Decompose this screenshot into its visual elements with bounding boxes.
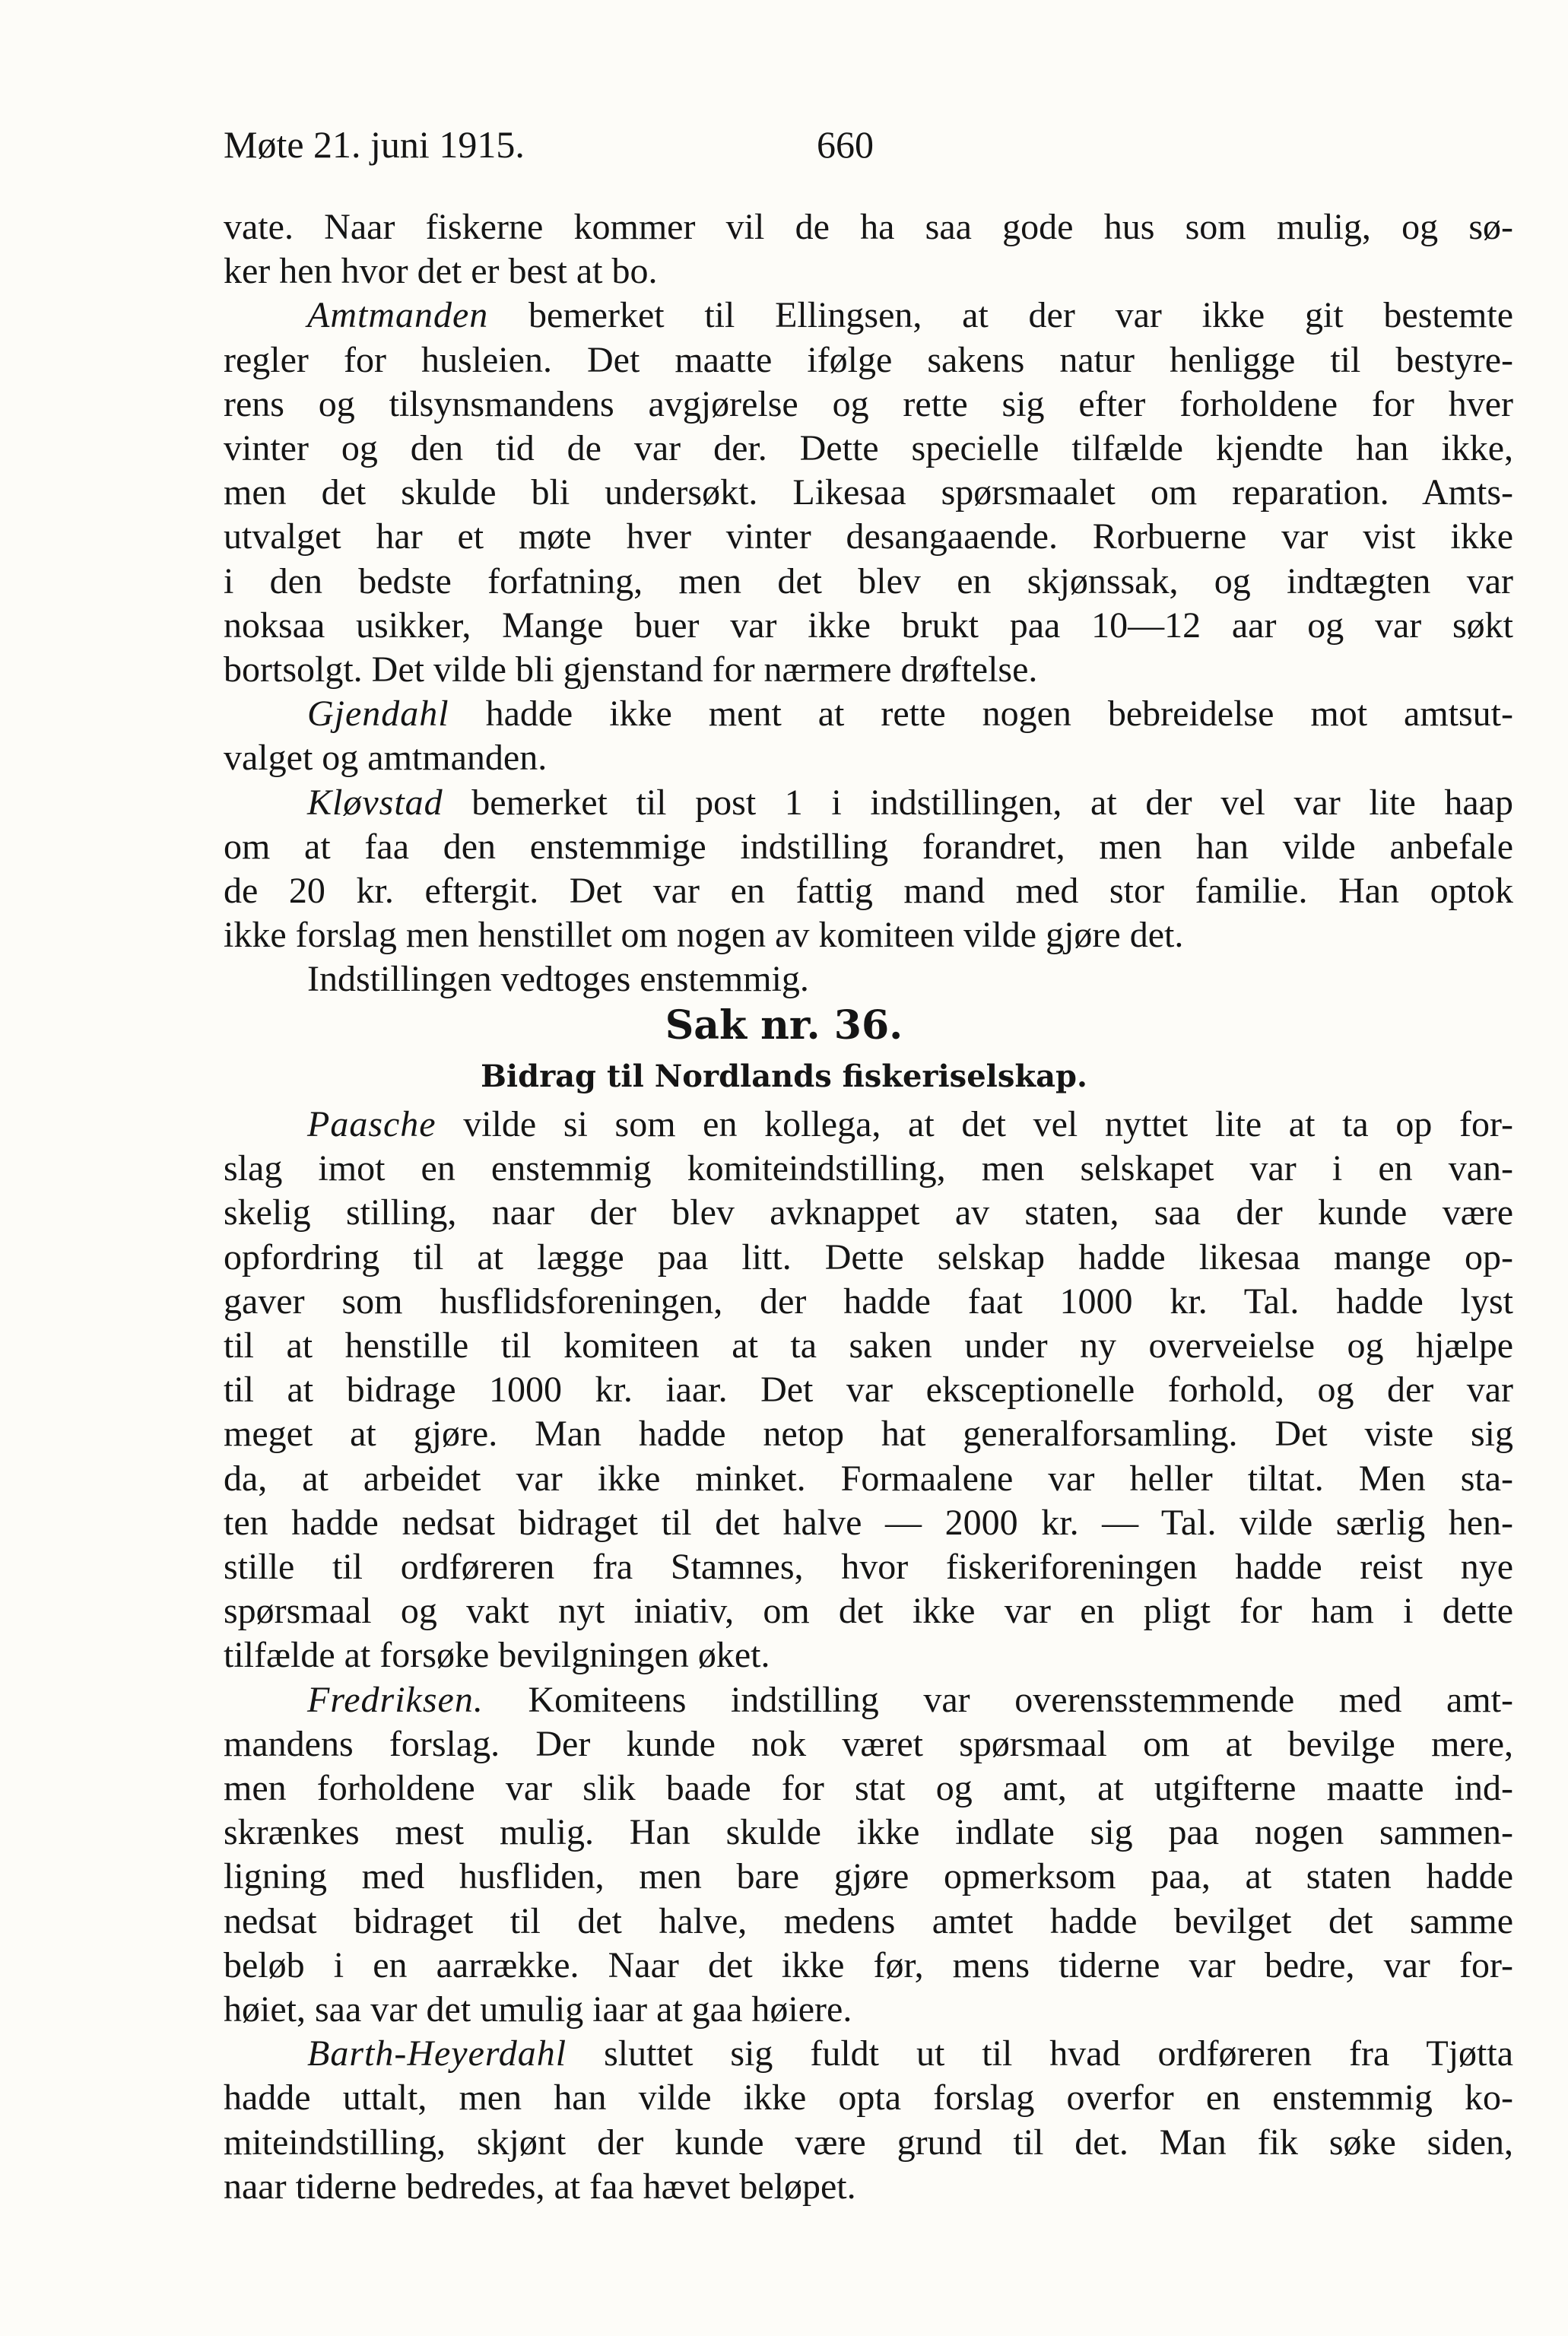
- text-run: bemerket til post 1 i indstillingen, at der vel var lite haap: [443, 782, 1513, 823]
- text-run: bemerket til Ellingsen, at der var ikke git bestemte: [488, 295, 1513, 336]
- text-line: stille til ordføreren fra Stamnes, hvor fiskeriforeningen hadde reist nye: [224, 1547, 1513, 1588]
- text-line: naar tiderne bedredes, at faa hævet beløpet.: [224, 2166, 856, 2207]
- text-line: valget og amtmanden.: [224, 738, 548, 779]
- text-line: skelig stilling, naar der blev avknappet av staten, saa der kunde være: [224, 1192, 1513, 1233]
- paragraph-first-line: [224, 781, 1513, 825]
- paragraph-first-line: [224, 1678, 1513, 1722]
- paragraph-first-line: [224, 1103, 1513, 1147]
- text-line: til at henstille til komiteen at ta saken under ny overveielse og hjælpe: [224, 1325, 1513, 1366]
- text-line: beløb i en aarrække. Naar det ikke før, mens tiderne var bedre, var for-: [224, 1944, 1513, 1985]
- text-line: noksaa usikker, Mange buer var ikke brukt paa 10—12 aar og var søkt: [224, 605, 1513, 646]
- text-line: meget at gjøre. Man hadde netop hat generalforsamling. Det viste sig: [224, 1414, 1513, 1455]
- text-run: vilde si som en kollega, at det vel nyttet lite at ta op for-: [436, 1104, 1513, 1144]
- header-date: Møte 21. juni 1915.: [224, 123, 525, 166]
- text-run: Komiteens indstilling var overensstemmende med amt-: [483, 1679, 1513, 1720]
- text-line: ligning med husfliden, men bare gjøre opmerksom paa, at staten hadde: [224, 1856, 1513, 1897]
- text-line: ten hadde nedsat bidraget til det halve — 2000 kr. — Tal. vilde særlig hen-: [224, 1502, 1513, 1543]
- text-line: da, at arbeidet var ikke minket. Formaalene var heller tiltat. Men sta-: [224, 1458, 1513, 1499]
- text-line: de 20 kr. eftergit. Det var en fattig mand med stor familie. Han optok: [224, 871, 1513, 912]
- text-block-top: [224, 205, 1513, 1002]
- paragraph-first-line: [224, 294, 1513, 338]
- speaker-name: Kløvstad: [307, 782, 443, 823]
- section-title: Sak nr. 36.: [665, 1002, 903, 1049]
- text-line: tilfælde at forsøke bevilgningen øket.: [224, 1635, 770, 1676]
- text-line: opfordring til at lægge paa litt. Dette selskap hadde likesaa mange op-: [224, 1236, 1513, 1278]
- page-header: [224, 122, 874, 167]
- text-line: i den bedste forfatning, men det blev en skjønssak, og indtægten var: [224, 560, 1513, 601]
- paragraph-first-line: [224, 2032, 1513, 2076]
- text-line: vinter og den tid de var der. Dette specielle tilfælde kjendte han ikke,: [224, 428, 1513, 469]
- section-subtitle: Bidrag til Nordlands fiskeriselskap.: [481, 1058, 1087, 1094]
- text-run: hadde ikke ment at rette nogen bebreidelse mot amtsut-: [449, 694, 1513, 735]
- text-line: nedsat bidraget til det halve, medens amtet hadde bevilget det samme: [224, 1900, 1513, 1941]
- paragraph-first-line: [224, 692, 1513, 736]
- page-number: 660: [817, 123, 874, 166]
- text-line: til at bidrage 1000 kr. iaar. Det var eksceptionelle forhold, og der var: [224, 1370, 1513, 1411]
- speaker-name: Fredriksen.: [307, 1679, 484, 1720]
- text-line: rens og tilsynsmandens avgjørelse og rette sig efter forholdene for hver: [224, 383, 1513, 424]
- text-line: men det skulde bli undersøkt. Likesaa spørsmaalet om reparation. Amts-: [224, 472, 1513, 513]
- speaker-name: Paasche: [307, 1104, 436, 1144]
- text-line: vate. Naar fiskerne kommer vil de ha saa gode hus som mulig, og sø-: [224, 207, 1513, 247]
- text-line: hadde uttalt, men han vilde ikke opta forslag overfor en enstemmig ko-: [224, 2077, 1513, 2119]
- text-line: men forholdene var slik baade for stat og amt, at utgifterne maatte ind-: [224, 1768, 1513, 1809]
- text-block-bottom: [224, 1103, 1513, 2209]
- text-line: om at faa den enstemmige indstilling forandret, men han vilde anbefale: [224, 826, 1513, 867]
- text-line: bortsolgt. Det vilde bli gjenstand for nærmere drøftelse.: [224, 649, 1038, 690]
- text-line: ikke forslag men henstillet om nogen av komiteen vilde gjøre det.: [224, 915, 1184, 956]
- text-line: utvalget har et møte hver vinter desangaaende. Rorbuerne var vist ikke: [224, 516, 1513, 557]
- text-line: miteindstilling, skjønt der kunde være grund til det. Man fik søke siden,: [224, 2122, 1513, 2163]
- resolution-line: Indstillingen vedtoges enstemmig.: [307, 959, 809, 1000]
- text-line: regler for husleien. Det maatte ifølge sakens natur henligge til bestyre-: [224, 339, 1513, 380]
- text-line: skrænkes mest mulig. Han skulde ikke indlate sig paa nogen sammen-: [224, 1812, 1513, 1853]
- text-run: sluttet sig fuldt ut til hvad ordføreren fra Tjøtta: [567, 2033, 1513, 2074]
- text-line: spørsmaal og vakt nyt iniativ, om det ikke var en pligt for ham i dette: [224, 1591, 1513, 1632]
- speaker-name: Gjendahl: [307, 694, 449, 735]
- text-line: mandens forslag. Der kunde nok været spørsmaal om at bevilge mere,: [224, 1723, 1513, 1764]
- text-line: slag imot en enstemmig komiteindstilling, men selskapet var i en van-: [224, 1148, 1513, 1189]
- text-line: gaver som husflidsforeningen, der hadde faat 1000 kr. Tal. hadde lyst: [224, 1281, 1513, 1322]
- speaker-name: Amtmanden: [307, 295, 489, 336]
- speaker-name: Barth-Heyerdahl: [307, 2033, 567, 2074]
- text-line: ker hen hvor det er best at bo.: [224, 251, 658, 292]
- text-line: høiet, saa var det umulig iaar at gaa høiere.: [224, 1989, 852, 2030]
